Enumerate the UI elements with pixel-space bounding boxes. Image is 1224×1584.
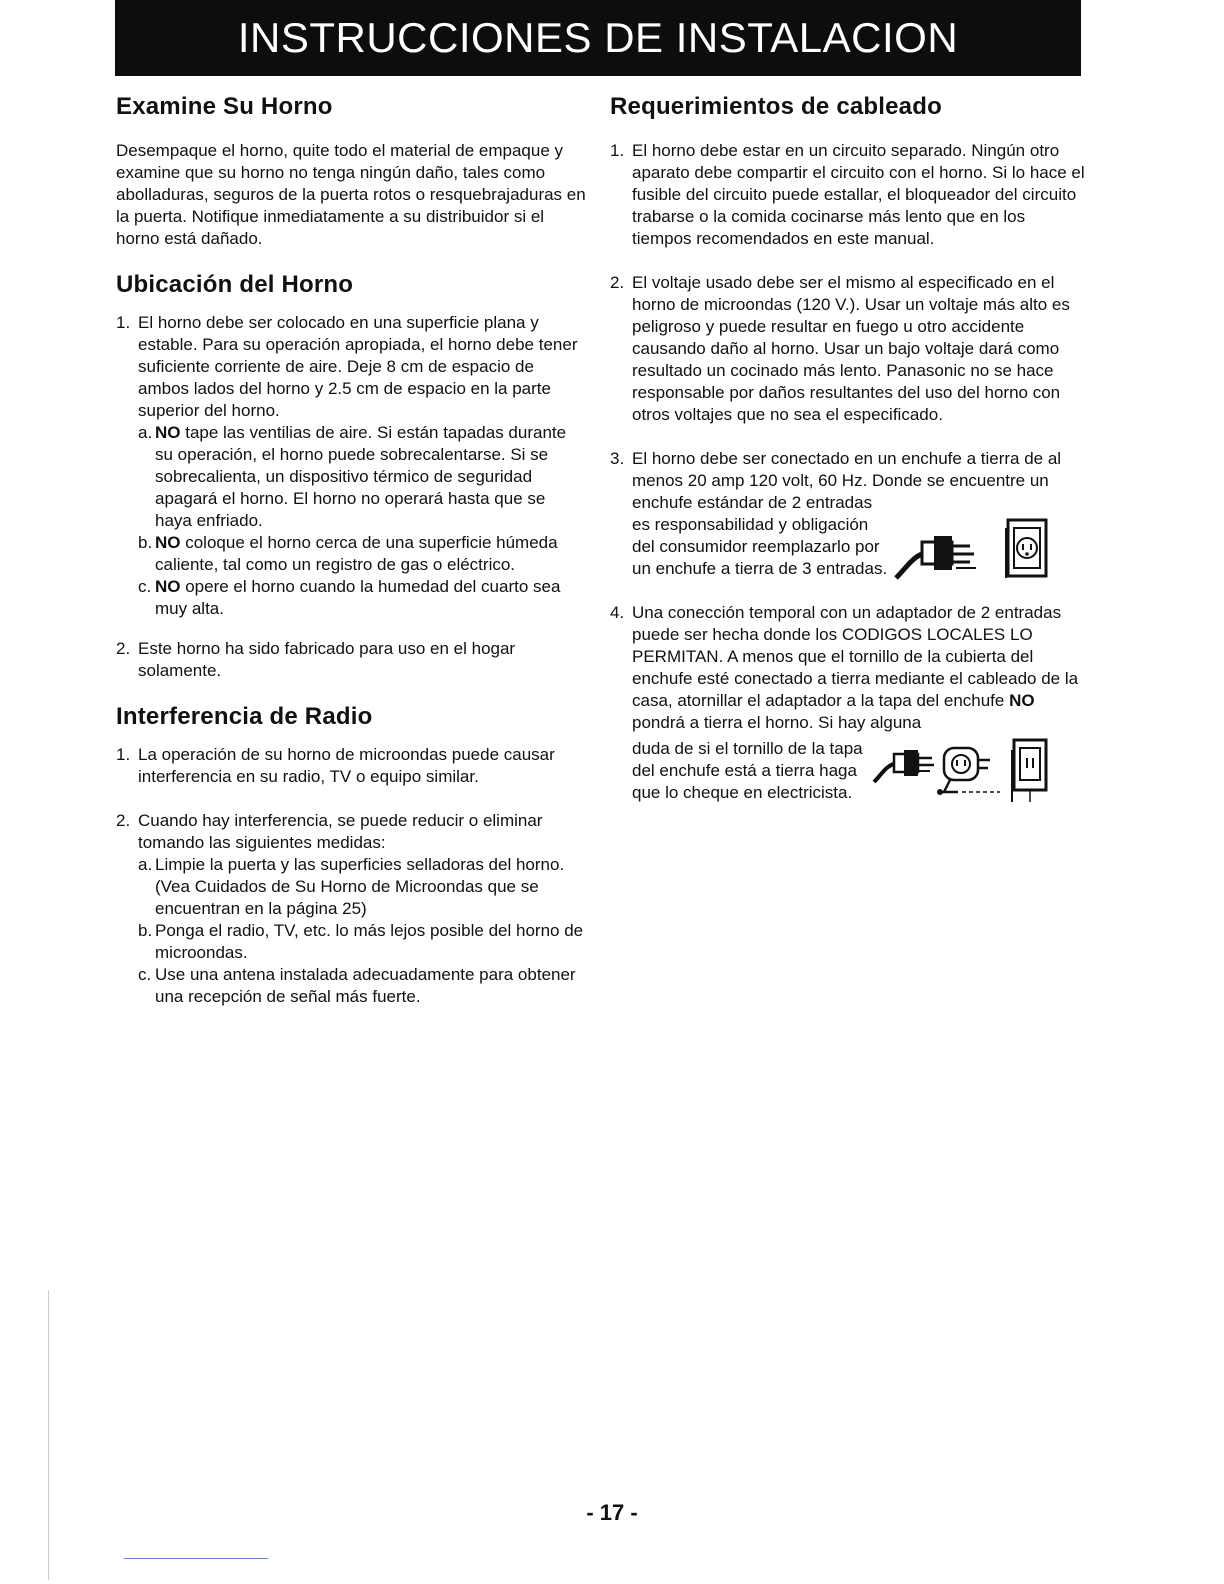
item-text: Este horno ha sido fabricado para uso en el hogar solamente. [138, 639, 516, 680]
list-item [610, 602, 1088, 804]
examine-text: Desempaque el horno, quite todo el material de empaque y examine que su horno no tenga ningún daño, tales como abolladuras, seguros de la puerta rotos o resquebrajaduras en la puerta. Notifique inmediatamente a su distribuidor si el horno está dañado. [116, 141, 586, 248]
page-banner: INSTRUCCIONES DE INSTALACION [115, 0, 1081, 76]
item-number: 1. [610, 141, 625, 160]
sub-emphasis: NO [155, 423, 181, 442]
interferencia-list [116, 744, 586, 1008]
item-number: 1. [116, 745, 131, 764]
page-number: - 17 - [586, 1500, 638, 1525]
sub-letter: b. [138, 533, 153, 552]
item-text: El horno debe ser colocado en una superficie plana y estable. Para su operación apropiada, el horno debe tener suficiente corriente de aire. Deje 8 cm de espacio de ambos lados del horno y 2.5 cm de espacio en la parte superior del horno. [138, 313, 578, 420]
sub-item [138, 422, 586, 532]
item-number: 2. [116, 811, 131, 830]
item-number: 2. [610, 273, 625, 292]
item-number: 1. [116, 313, 131, 332]
sub-item [138, 854, 586, 920]
cableado-heading: Requerimientos de cableado [610, 93, 942, 120]
item-number: 4. [610, 603, 625, 622]
right-column [610, 92, 1088, 804]
sub-text: coloque el horno cerca de una superficie húmeda caliente, tal como un registro de gas o eléctrico. [155, 533, 558, 574]
sub-letter: c. [138, 965, 152, 984]
list-item [116, 312, 586, 620]
item-text-tail: es responsabilidad y obligación del consumidor reemplazarlo por un enchufe a tierra de 3 entradas. [632, 515, 888, 578]
item-text: La operación de su horno de microondas puede causar interferencia en su radio, TV o equipo similar. [138, 745, 555, 786]
list-item [610, 448, 1088, 580]
item-emphasis: NO [1009, 691, 1035, 710]
item-text: El horno debe ser conectado en un enchufe a tierra de al menos 20 amp 120 volt, 60 Hz. Donde se encuentre un enchufe estándar de 2 entradas [632, 449, 1062, 512]
sub-letter: c. [138, 577, 152, 596]
grounding-illustration-row [632, 514, 1088, 580]
sub-item [138, 964, 586, 1008]
grounded-plug-icon [892, 524, 1002, 580]
sub-item [138, 576, 586, 620]
item-text: El horno debe estar en un circuito separado. Ningún otro aparato debe compartir el circuito con el horno. Si lo hace el fusible del circuito puede estallar, el bloqueador del circuito trabarse o la comida cocinarse más lento que en los tiempos recomendados en este manual. [632, 141, 1085, 248]
ubicacion-list [116, 312, 586, 682]
sub-letter: a. [138, 423, 153, 442]
ubicacion-heading: Ubicación del Horno [116, 271, 354, 298]
list-item [116, 744, 586, 788]
list-item [610, 140, 1088, 250]
item-text-tail: duda de si el tornillo de la tapa del enchufe está a tierra haga que lo cheque en electricista. [632, 739, 863, 802]
sub-text: tape las ventilias de aire. Si están tapadas durante su operación, el horno puede sobrecalentarse. Si se sobrecalienta, un dispositivo térmico de seguridad apagará el horno. El horno no operará hasta que se haya enfriado. [155, 423, 567, 530]
three-prong-outlet-icon [1002, 518, 1050, 580]
item-text: Cuando hay interferencia, se puede reducir o eliminar tomando las siguientes medidas: [138, 811, 543, 852]
sub-emphasis: NO [155, 577, 181, 596]
left-column [116, 92, 586, 1008]
adapter-illustration-row [632, 734, 1088, 804]
sub-text: opere el horno cuando la humedad del cuarto sea muy alta. [155, 577, 561, 618]
cableado-list [610, 140, 1088, 804]
interferencia-heading: Interferencia de Radio [116, 703, 373, 730]
item-number: 3. [610, 449, 625, 468]
sub-letter: b. [138, 921, 153, 940]
list-item [116, 810, 586, 1008]
sub-letter: a. [138, 855, 153, 874]
sub-emphasis: NO [155, 533, 181, 552]
adapter-plug-icon [870, 734, 1010, 804]
sub-item [138, 532, 586, 576]
sub-text: Use una antena instalada adecuadamente para obtener una recepción de señal más fuerte. [155, 965, 576, 1006]
two-slot-outlet-icon [1010, 738, 1050, 804]
list-item [116, 638, 586, 682]
scan-edge-line [48, 1290, 49, 1580]
item-text: El voltaje usado debe ser el mismo al especificado en el horno de microondas (120 V.). Usar un voltaje más alto es peligroso y puede resultar en fuego u otro accidente causando daño al horno. Usar un bajo voltaje dará como resultado un cocinado más lento. Panasonic no se hace responsable por daños resultantes del uso del horno con otros voltajes que no sea el especificado. [632, 273, 1070, 424]
sub-text: Ponga el radio, TV, etc. lo más lejos posible del horno de microondas. [155, 921, 584, 962]
bottom-divider [124, 1558, 268, 1559]
sub-text: Limpie la puerta y las superficies selladoras del horno. (Vea Cuidados de Su Horno de Microondas que se encuentran en la página 25) [155, 855, 565, 918]
examine-heading: Examine Su Horno [116, 93, 333, 120]
item-number: 2. [116, 639, 131, 658]
sub-item [138, 920, 586, 964]
item-text: Una conección temporal con un adaptador de 2 entradas puede ser hecha donde los CODIGOS LOCALES LO PERMITAN. A menos que el tornillo de la cubierta del enchufe esté conectado a tierra mediante el cableado de la casa, atornillar el adaptador a la tapa del enchufe [632, 603, 1079, 710]
list-item [610, 272, 1088, 426]
item-text: pondrá a tierra el horno. Si hay alguna [632, 713, 922, 732]
